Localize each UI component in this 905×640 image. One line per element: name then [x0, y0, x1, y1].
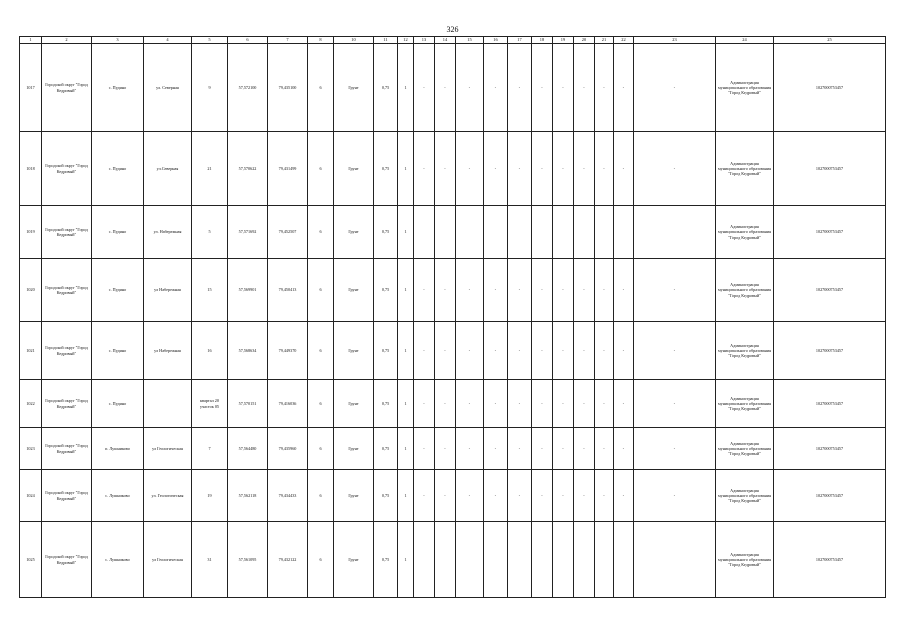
cell-lon: 79,449370: [268, 322, 308, 380]
cell-street: ул.Северная: [144, 132, 192, 206]
cell-dash: -: [435, 322, 456, 380]
cell-dash: [414, 206, 435, 259]
column-header: 23: [634, 37, 716, 44]
cell-count: 1: [398, 44, 414, 132]
cell-num: 1021: [20, 322, 42, 380]
cell-district: Городской округ "Город Кедровый": [42, 522, 92, 598]
column-header: 25: [774, 37, 886, 44]
cell-dash: -: [532, 259, 553, 322]
cell-area: 0,75: [374, 44, 398, 132]
column-header: 15: [456, 37, 484, 44]
cell-dash: [532, 206, 553, 259]
table-row: [20, 44, 886, 132]
cell-settlement: с. Пудино: [92, 132, 144, 206]
cell-area: 0,75: [374, 428, 398, 470]
cell-house: 21: [192, 132, 228, 206]
cell-lon: 79,435100: [268, 44, 308, 132]
cell-dash: [532, 522, 553, 598]
column-header: 8: [308, 37, 334, 44]
cell-dash: -: [634, 428, 716, 470]
cell-surface: Грунт: [334, 259, 374, 322]
cell-dash: -: [508, 132, 532, 206]
cell-c8: 6: [308, 206, 334, 259]
cell-district: Городской округ "Город Кедровый": [42, 322, 92, 380]
cell-house: 15: [192, 259, 228, 322]
cell-lat: 57,564480: [228, 428, 268, 470]
cell-area: 0,75: [374, 380, 398, 428]
table-row: [20, 322, 886, 380]
table-row: [20, 470, 886, 522]
cell-dash: [508, 206, 532, 259]
cell-lon: 79,432122: [268, 522, 308, 598]
cell-dash: -: [595, 428, 614, 470]
cell-surface: Грунт: [334, 322, 374, 380]
cell-dash: -: [634, 259, 716, 322]
cell-ogrn: 1027000753457: [774, 380, 886, 428]
cell-dash: -: [456, 322, 484, 380]
cell-dash: -: [456, 380, 484, 428]
cell-district: Городской округ "Город Кедровый": [42, 470, 92, 522]
cell-count: 1: [398, 206, 414, 259]
cell-dash: -: [508, 322, 532, 380]
cell-c8: 6: [308, 380, 334, 428]
column-header: 11: [374, 37, 398, 44]
cell-street: ул. Геологическая: [144, 470, 192, 522]
column-header: 16: [484, 37, 508, 44]
cell-surface: Грунт: [334, 428, 374, 470]
cell-dash: -: [574, 380, 595, 428]
cell-dash: [553, 206, 574, 259]
cell-count: 1: [398, 428, 414, 470]
cell-dash: -: [508, 470, 532, 522]
cell-dash: -: [435, 428, 456, 470]
cell-surface: Грунт: [334, 522, 374, 598]
cell-settlement: с. Пудино: [92, 322, 144, 380]
cell-house: 16: [192, 322, 228, 380]
cell-num: 1017: [20, 44, 42, 132]
cell-dash: -: [456, 428, 484, 470]
cell-dash: -: [553, 259, 574, 322]
cell-dash: -: [456, 44, 484, 132]
cell-house: 9: [192, 44, 228, 132]
cell-dash: -: [634, 44, 716, 132]
cell-ogrn: 1027000753457: [774, 322, 886, 380]
cell-count: 1: [398, 380, 414, 428]
cell-dash: [595, 522, 614, 598]
cell-dash: -: [634, 380, 716, 428]
cell-num: 1018: [20, 132, 42, 206]
column-header: 14: [435, 37, 456, 44]
cell-dash: -: [532, 380, 553, 428]
cell-area: 0,75: [374, 206, 398, 259]
cell-dash: -: [614, 380, 634, 428]
cell-district: Городской округ "Город Кедровый": [42, 428, 92, 470]
table-row: [20, 428, 886, 470]
cell-dash: -: [435, 259, 456, 322]
table-row: [20, 206, 886, 259]
cell-lon: 79,416036: [268, 380, 308, 428]
cell-area: 0,75: [374, 259, 398, 322]
cell-count: 1: [398, 470, 414, 522]
register-table: [19, 36, 886, 598]
cell-count: 1: [398, 132, 414, 206]
cell-dash: -: [508, 44, 532, 132]
cell-ogrn: 1027000753457: [774, 470, 886, 522]
cell-district: Городской округ "Город Кедровый": [42, 380, 92, 428]
column-header: 21: [595, 37, 614, 44]
cell-dash: [435, 522, 456, 598]
cell-street: ул. Набережная: [144, 206, 192, 259]
cell-dash: -: [553, 470, 574, 522]
cell-owner: Администрация муниципального образования "Город Кедровый": [716, 522, 774, 598]
cell-house: 5: [192, 206, 228, 259]
cell-dash: -: [634, 470, 716, 522]
cell-num: 1020: [20, 259, 42, 322]
cell-num: 1023: [20, 428, 42, 470]
cell-ogrn: 1027000753457: [774, 44, 886, 132]
cell-lat: 57,572100: [228, 44, 268, 132]
cell-dash: -: [532, 132, 553, 206]
cell-owner: Администрация муниципального образования "Город Кедровый": [716, 132, 774, 206]
column-header: 2: [42, 37, 92, 44]
column-header: 17: [508, 37, 532, 44]
cell-dash: -: [595, 380, 614, 428]
cell-owner: Администрация муниципального образования "Город Кедровый": [716, 44, 774, 132]
column-header: 10: [334, 37, 374, 44]
cell-street: ул Набережная: [144, 322, 192, 380]
cell-dash: -: [574, 44, 595, 132]
cell-surface: Грунт: [334, 132, 374, 206]
cell-owner: Администрация муниципального образования "Город Кедровый": [716, 206, 774, 259]
cell-dash: -: [553, 44, 574, 132]
cell-surface: Грунт: [334, 206, 374, 259]
cell-dash: -: [508, 380, 532, 428]
cell-num: 1019: [20, 206, 42, 259]
cell-dash: -: [532, 428, 553, 470]
cell-num: 1022: [20, 380, 42, 428]
cell-dash: -: [595, 259, 614, 322]
cell-lat: 57,562118: [228, 470, 268, 522]
cell-dash: -: [414, 428, 435, 470]
cell-dash: -: [484, 322, 508, 380]
cell-lon: 79,435960: [268, 428, 308, 470]
cell-c8: 6: [308, 44, 334, 132]
header-row: [20, 37, 886, 44]
cell-dash: -: [553, 322, 574, 380]
cell-house: квартал 20 участок 05: [192, 380, 228, 428]
table-row: [20, 522, 886, 598]
cell-dash: -: [553, 428, 574, 470]
cell-lon: 79,450413: [268, 259, 308, 322]
cell-lat: 57,561095: [228, 522, 268, 598]
column-header: 22: [614, 37, 634, 44]
cell-owner: Администрация муниципального образования "Город Кедровый": [716, 322, 774, 380]
cell-dash: -: [614, 259, 634, 322]
cell-street: [144, 380, 192, 428]
cell-num: 1024: [20, 470, 42, 522]
cell-c8: 6: [308, 259, 334, 322]
cell-settlement: с. Пудино: [92, 206, 144, 259]
cell-lat: 57,570622: [228, 132, 268, 206]
cell-dash: -: [574, 259, 595, 322]
cell-lat: 57,569901: [228, 259, 268, 322]
cell-dash: -: [614, 470, 634, 522]
cell-dash: -: [484, 132, 508, 206]
cell-dash: -: [634, 132, 716, 206]
cell-house: 7: [192, 428, 228, 470]
cell-street: ул Геологическая: [144, 522, 192, 598]
column-header: 4: [144, 37, 192, 44]
cell-ogrn: 1027000753457: [774, 259, 886, 322]
column-header: 20: [574, 37, 595, 44]
cell-dash: [574, 206, 595, 259]
cell-dash: [614, 206, 634, 259]
cell-dash: -: [574, 322, 595, 380]
cell-owner: Администрация муниципального образования "Город Кедровый": [716, 380, 774, 428]
cell-dash: -: [435, 380, 456, 428]
cell-dash: -: [435, 470, 456, 522]
cell-surface: Грунт: [334, 470, 374, 522]
cell-district: Городской округ "Город Кедровый": [42, 132, 92, 206]
cell-dash: -: [508, 428, 532, 470]
cell-owner: Администрация муниципального образования "Город Кедровый": [716, 470, 774, 522]
cell-dash: -: [595, 470, 614, 522]
cell-c8: 6: [308, 522, 334, 598]
cell-dash: [508, 522, 532, 598]
table-row: [20, 132, 886, 206]
cell-owner: Администрация муниципального образования "Город Кедровый": [716, 428, 774, 470]
cell-dash: -: [595, 44, 614, 132]
cell-house: 19: [192, 470, 228, 522]
cell-dash: -: [553, 132, 574, 206]
cell-count: 1: [398, 322, 414, 380]
cell-dash: -: [484, 428, 508, 470]
cell-dash: -: [414, 44, 435, 132]
cell-surface: Грунт: [334, 380, 374, 428]
column-header: 13: [414, 37, 435, 44]
cell-dash: -: [435, 44, 456, 132]
cell-dash: [456, 206, 484, 259]
cell-c8: 6: [308, 428, 334, 470]
cell-street: ул Набережная: [144, 259, 192, 322]
cell-dash: -: [484, 259, 508, 322]
cell-c8: 6: [308, 132, 334, 206]
cell-dash: -: [456, 470, 484, 522]
cell-street: ул. Северная: [144, 44, 192, 132]
cell-dash: -: [508, 259, 532, 322]
cell-owner: Администрация муниципального образования "Город Кедровый": [716, 259, 774, 322]
cell-dash: -: [484, 380, 508, 428]
cell-dash: -: [614, 428, 634, 470]
cell-dash: -: [634, 322, 716, 380]
cell-district: Городской округ "Город Кедровый": [42, 44, 92, 132]
cell-dash: [484, 206, 508, 259]
cell-dash: [595, 206, 614, 259]
cell-dash: -: [532, 44, 553, 132]
cell-ogrn: 1027000753457: [774, 522, 886, 598]
column-header: 19: [553, 37, 574, 44]
cell-lat: 57,571692: [228, 206, 268, 259]
cell-lon: 79,431499: [268, 132, 308, 206]
column-header: 7: [268, 37, 308, 44]
cell-c8: 6: [308, 470, 334, 522]
cell-dash: [553, 522, 574, 598]
column-header: 12: [398, 37, 414, 44]
cell-dash: [574, 522, 595, 598]
cell-area: 0,75: [374, 132, 398, 206]
cell-dash: -: [456, 132, 484, 206]
cell-dash: [614, 522, 634, 598]
cell-dash: -: [456, 259, 484, 322]
cell-ogrn: 1027000753457: [774, 206, 886, 259]
cell-settlement: с. Лушниково: [92, 522, 144, 598]
cell-street: ул Геологическая: [144, 428, 192, 470]
column-header: 3: [92, 37, 144, 44]
cell-dash: [456, 522, 484, 598]
cell-count: 1: [398, 259, 414, 322]
cell-dash: -: [435, 132, 456, 206]
cell-dash: -: [532, 322, 553, 380]
cell-dash: -: [574, 428, 595, 470]
cell-dash: [435, 206, 456, 259]
cell-area: 0,75: [374, 322, 398, 380]
cell-dash: -: [614, 322, 634, 380]
column-header: 18: [532, 37, 553, 44]
cell-district: Городской округ "Город Кедровый": [42, 259, 92, 322]
cell-dash: -: [574, 470, 595, 522]
cell-ogrn: 1027000753457: [774, 132, 886, 206]
cell-dash: -: [614, 132, 634, 206]
cell-area: 0,75: [374, 470, 398, 522]
page-number: 326: [446, 25, 459, 34]
cell-dash: [634, 206, 716, 259]
column-header: 6: [228, 37, 268, 44]
cell-settlement: с. Пудино: [92, 44, 144, 132]
table-row: [20, 259, 886, 322]
cell-district: Городской округ "Город Кедровый": [42, 206, 92, 259]
cell-dash: -: [553, 380, 574, 428]
table-row: [20, 380, 886, 428]
cell-num: 1025: [20, 522, 42, 598]
cell-settlement: с. Пудино: [92, 380, 144, 428]
cell-dash: [634, 522, 716, 598]
cell-dash: -: [595, 322, 614, 380]
cell-lon: 79,434433: [268, 470, 308, 522]
cell-dash: -: [574, 132, 595, 206]
cell-dash: -: [484, 44, 508, 132]
cell-settlement: п. Лушниково: [92, 428, 144, 470]
cell-count: 1: [398, 522, 414, 598]
cell-lon: 79,452507: [268, 206, 308, 259]
column-header: 1: [20, 37, 42, 44]
cell-dash: -: [414, 380, 435, 428]
table-body: [20, 44, 886, 598]
column-header: 5: [192, 37, 228, 44]
cell-dash: -: [532, 470, 553, 522]
cell-lat: 57,568634: [228, 322, 268, 380]
cell-dash: -: [414, 132, 435, 206]
cell-dash: -: [414, 259, 435, 322]
cell-dash: -: [414, 322, 435, 380]
cell-area: 0,75: [374, 522, 398, 598]
cell-house: 31: [192, 522, 228, 598]
cell-c8: 6: [308, 322, 334, 380]
cell-dash: [484, 522, 508, 598]
column-header: 24: [716, 37, 774, 44]
cell-lat: 57,570151: [228, 380, 268, 428]
cell-ogrn: 1027000753457: [774, 428, 886, 470]
cell-dash: -: [414, 470, 435, 522]
cell-settlement: с. Лушниково: [92, 470, 144, 522]
cell-surface: Грунт: [334, 44, 374, 132]
cell-dash: [414, 522, 435, 598]
cell-dash: -: [595, 132, 614, 206]
cell-dash: -: [614, 44, 634, 132]
cell-settlement: с. Пудино: [92, 259, 144, 322]
cell-dash: -: [484, 470, 508, 522]
